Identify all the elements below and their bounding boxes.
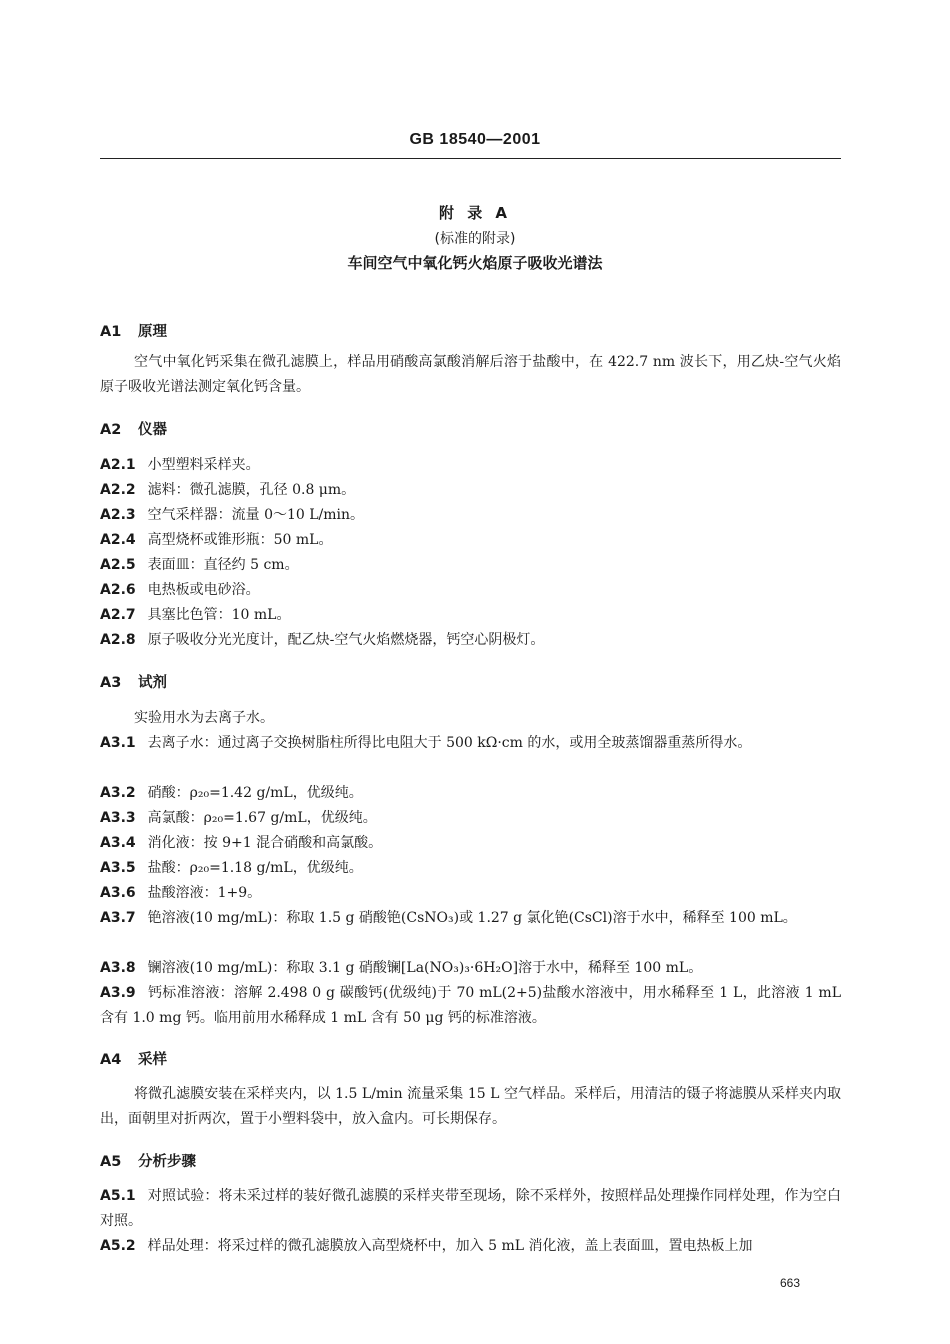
list-item: A2.8 原子吸收分光光度计，配乙炔-空气火焰燃烧器，钙空心阴极灯。	[100, 632, 545, 648]
list-item: A2.3 空气采样器：流量 0～10 L/min。	[100, 507, 365, 523]
list-item: A3.1 去离子水：通过离子交换树脂柱所得比电阻大于 500 kΩ·cm 的水，或用全玻蒸馏器重蒸所得水。	[100, 735, 752, 751]
section-heading-a3: A3 试剂	[100, 675, 167, 691]
list-item: A2.4 高型烧杯或锥形瓶：50 mL。	[100, 532, 333, 548]
list-item: A2.6 电热板或电砂浴。	[100, 582, 260, 598]
annex-main-title: 车间空气中氧化钙火焰原子吸收光谱法	[347, 254, 603, 272]
section-a3-intro: 实验用水为去离子水。	[134, 710, 274, 726]
header-rule	[100, 158, 841, 159]
list-item: A2.5 表面皿：直径约 5 cm。	[100, 557, 299, 573]
list-item: A2.1 小型塑料采样夹。	[100, 457, 260, 473]
list-item: A3.6 盐酸溶液：1+9。	[100, 885, 262, 901]
list-item: A2.7 具塞比色管：10 mL。	[100, 607, 291, 623]
list-item: A2.2 滤料：微孔滤膜，孔径 0.8 μm。	[100, 482, 356, 498]
list-item: A3.5 盐酸：ρ₂₀=1.18 g/mL，优级纯。	[100, 860, 363, 876]
list-item: A3.9 钙标准溶液：溶解 2.498 0 g 碳酸钙(优级纯)于 70 mL(2+5)盐酸水溶液中，用水稀释至 1 L，此溶液 1 mL 含有 1.0 mg 钙。临用前用水稀释成 1 mL 含有 50 μg 钙的标准溶液。	[100, 985, 841, 1026]
list-item: A3.7 铯溶液(10 mg/mL)：称取 1.5 g 硝酸铯(CsNO₃)或 1.27 g 氯化铯(CsCl)溶于水中，稀释至 100 mL。	[100, 910, 797, 926]
section-a4-text: 将微孔滤膜安装在采样夹内，以 1.5 L/min 流量采集 15 L 空气样品。采样后，用清洁的镊子将滤膜从采样夹内取出，面朝里对折两次，置于小塑料袋中，放入盒内。可长期保存。	[100, 1086, 841, 1127]
list-item: A5.1 对照试验：将未采过样的装好微孔滤膜的采样夹带至现场，除不采样外，按照样品处理操作同样处理，作为空白对照。	[100, 1188, 841, 1229]
section-heading-a4: A4 采样	[100, 1052, 167, 1068]
annex-subtitle: (标准的附录)	[434, 231, 516, 247]
section-heading-a1: A1 原理	[100, 324, 167, 340]
list-item: A3.8 镧溶液(10 mg/mL)：称取 3.1 g 硝酸镧[La(NO₃)₃·6H₂O]溶于水中，稀释至 100 mL。	[100, 960, 703, 976]
section-a1-text: 空气中氧化钙采集在微孔滤膜上，样品用硝酸高氯酸消解后溶于盐酸中，在 422.7 nm 波长下，用乙炔-空气火焰原子吸收光谱法测定氧化钙含量。	[100, 354, 841, 395]
annex-title: 附 录 A	[438, 204, 512, 222]
list-item: A5.2 样品处理：将采过样的微孔滤膜放入高型烧杯中，加入 5 mL 消化液，盖上表面皿，置电热板上加	[100, 1238, 753, 1254]
standard-code: GB 18540—2001	[409, 131, 541, 148]
list-item: A3.3 高氯酸：ρ₂₀=1.67 g/mL，优级纯。	[100, 810, 377, 826]
list-item: A3.2 硝酸：ρ₂₀=1.42 g/mL，优级纯。	[100, 785, 363, 801]
page-number: 663	[780, 1276, 801, 1290]
list-item: A3.4 消化液：按 9+1 混合硝酸和高氯酸。	[100, 835, 383, 851]
section-heading-a5: A5 分析步骤	[100, 1154, 196, 1170]
section-heading-a2: A2 仪器	[100, 422, 167, 438]
